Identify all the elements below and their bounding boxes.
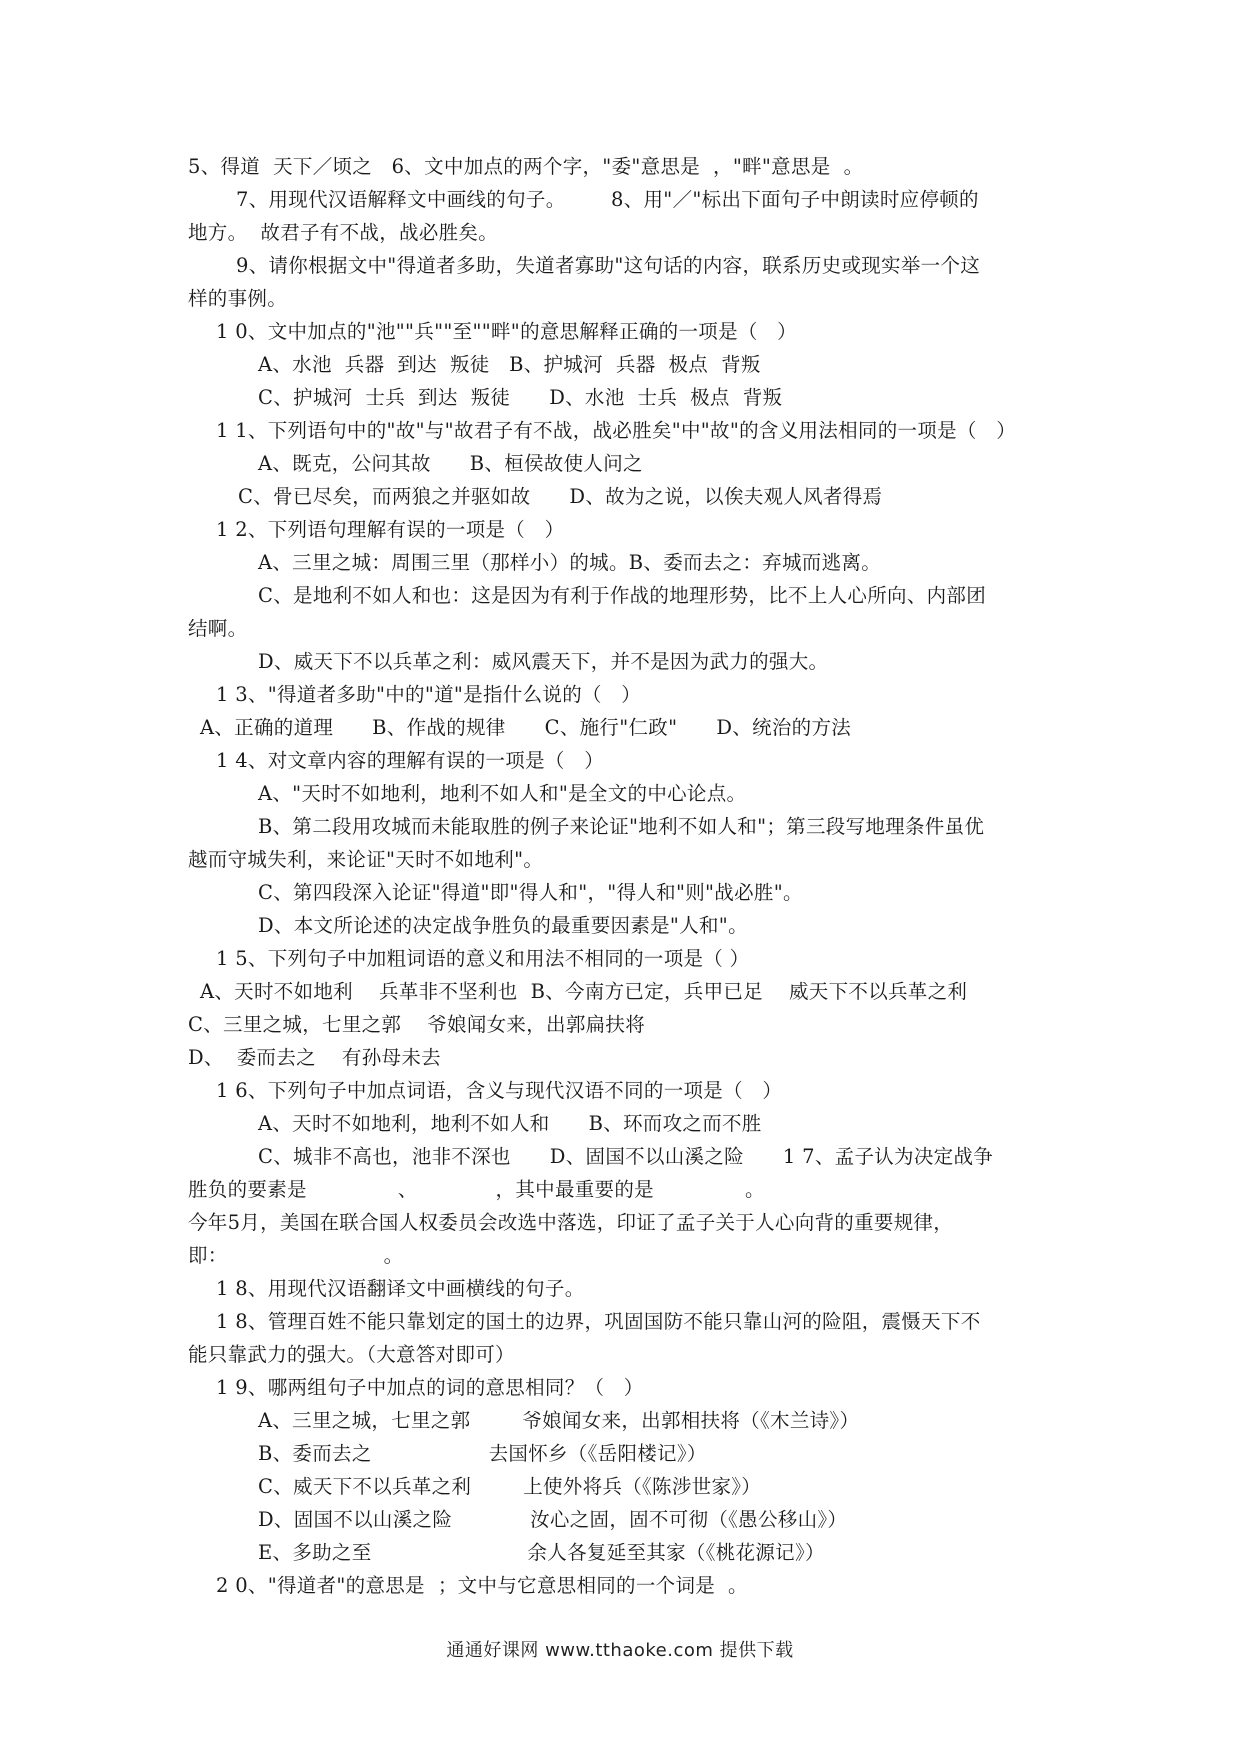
text-line: 5、得道 天下／顷之 6、文中加点的两个字，"委"意思是 ，"畔"意思是 。 <box>188 155 864 178</box>
text-line: C、三里之城，七里之郭 爷娘闻女来，出郭扁扶将 <box>188 1013 646 1036</box>
text-line: 1 0、文中加点的"池""兵""至""畔"的意思解释正确的一项是（ ） <box>216 320 797 343</box>
text-line: B、第二段用攻城而未能取胜的例子来论证"地利不如人和"；第三段写地理条件虽优 <box>258 815 985 838</box>
text-line: 1 6、下列句子中加点词语，含义与现代汉语不同的一项是（ ） <box>216 1079 783 1102</box>
text-line: 1 3、"得道者多助"中的"道"是指什么说的（ ） <box>216 683 642 706</box>
document-body <box>188 150 1068 1602</box>
text-line: B、委而去之 去国怀乡（《岳阳楼记》） <box>258 1442 707 1465</box>
text-line: A、天时不如地利，地利不如人和 B、环而攻之而不胜 <box>258 1112 762 1135</box>
text-line: E、多助之至 余人各复延至其家（《桃花源记》） <box>258 1541 825 1564</box>
text-line: 地方。 故君子有不战，战必胜矣。 <box>188 221 498 244</box>
text-line: 今年5月，美国在联合国人权委员会改选中落选，印证了孟子关于人心向背的重要规律， <box>188 1211 954 1234</box>
text-line: 胜负的要素是 、 ，其中最重要的是 。 <box>188 1178 765 1201</box>
text-line: C、城非不高也，池非不深也 D、固国不以山溪之险 1 7、孟子认为决定战争 <box>258 1145 994 1168</box>
text-line: 1 4、对文章内容的理解有误的一项是（ ） <box>216 749 605 772</box>
text-line: D、固国不以山溪之险 汝心之固，固不可彻（《愚公移山》） <box>258 1508 848 1531</box>
text-line: C、第四段深入论证"得道"即"得人和"，"得人和"则"战必胜"。 <box>258 881 803 904</box>
text-line: 1 5、下列句子中加粗词语的意义和用法不相同的一项是（ ） <box>216 947 750 970</box>
text-line: C、是地利不如人和也：这是因为有利于作战的地理形势，比不上人心所向、内部团 <box>258 584 987 607</box>
text-line: A、水池 兵器 到达 叛徒 B、护城河 兵器 极点 背叛 <box>258 353 761 376</box>
text-line: A、"天时不如地利，地利不如人和"是全文的中心论点。 <box>258 782 747 805</box>
text-line: 1 8、管理百姓不能只靠划定的国土的边界，巩固国防不能只靠山河的险阻，震慑天下不 <box>216 1310 981 1333</box>
page-footer: 通通好课网 www.tthaoke.com 提供下载 <box>446 1640 794 1661</box>
text-line: 9、请你根据文中"得道者多助，失道者寡助"这句话的内容，联系历史或现实举一个这 <box>236 254 981 277</box>
text-line: 1 9、哪两组句子中加点的词的意思相同？（ ） <box>216 1376 644 1399</box>
text-line: 能只靠武力的强大。（大意答对即可） <box>188 1343 515 1366</box>
text-line: A、天时不如地利 兵革非不坚利也 B、今南方已定，兵甲已足 威天下不以兵革之利 <box>200 980 968 1003</box>
text-line: 2 0、"得道者"的意思是 ；文中与它意思相同的一个词是 。 <box>216 1574 748 1597</box>
text-line: 即： 。 <box>188 1244 404 1267</box>
text-line: 1 8、用现代汉语翻译文中画横线的句子。 <box>216 1277 585 1300</box>
text-line: 1 1、下列语句中的"故"与"故君子有不战，战必胜矣"中"故"的含义用法相同的一项是（ ） <box>216 419 1017 442</box>
text-line: C、威天下不以兵革之利 上使外将兵（《陈涉世家》） <box>258 1475 762 1498</box>
text-line: A、既克，公问其故 B、桓侯故使人问之 <box>258 452 643 475</box>
text-line: 样的事例。 <box>188 287 288 310</box>
text-line: A、三里之城，七里之郭 爷娘闻女来，出郭相扶将（《木兰诗》） <box>258 1409 860 1432</box>
text-line: D、 委而去之 有孙母未去 <box>188 1046 441 1069</box>
text-line: C、骨已尽矣，而两狼之并驱如故 D、故为之说，以俟夫观人风者得焉 <box>238 485 883 508</box>
text-line: 结啊。 <box>188 617 248 640</box>
text-line: 7、用现代汉语解释文中画线的句子。 8、用"／"标出下面句子中朗读时应停顿的 <box>236 188 979 211</box>
text-line: D、本文所论述的决定战争胜负的最重要因素是"人和"。 <box>258 914 748 937</box>
text-line: C、护城河 士兵 到达 叛徒 D、水池 士兵 极点 背叛 <box>258 386 783 409</box>
text-line: 越而守城失利，来论证"天时不如地利"。 <box>188 848 544 871</box>
text-line: A、正确的道理 B、作战的规律 C、施行"仁政" D、统治的方法 <box>200 716 852 739</box>
text-line: D、威天下不以兵革之利：威风震天下，并不是因为武力的强大。 <box>258 650 829 673</box>
text-line: 1 2、下列语句理解有误的一项是（ ） <box>216 518 565 541</box>
text-line: A、三里之城：周围三里（那样小）的城。B、委而去之：弃城而逃离。 <box>258 551 882 574</box>
